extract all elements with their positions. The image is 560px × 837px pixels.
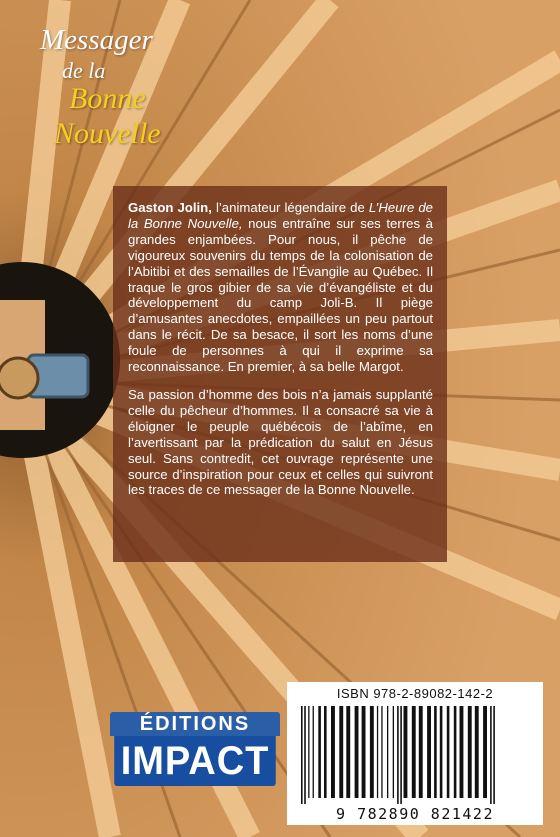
blurb-paragraph-2: Sa passion d’homme des bois n’a jamais supplanté celle du pêcheur d’hommes. Il a consacré sa vie à éloigner le peuple québécois de l’abîme, en l’avertissant par la prédication du salut en Jésus seul. Sans contredit, cet ouvrage représente une source d’inspiration pour ceux et celles qui suivront les traces de ce messager de la Bonne Nouvelle. [128,386,433,498]
barcode-bar [346,706,350,798]
barcode-bar [447,706,450,798]
barcode-bar [370,706,374,798]
barcode-bar [493,706,495,804]
barcode-bar [490,706,492,804]
publisher-name: IMPACT [114,736,276,786]
barcode-bars [295,706,535,804]
title-line-de-la: de la [62,58,106,83]
blurb-paragraph-1 [128,200,433,375]
barcode-bar [440,706,443,798]
show-title: L’Heure de la Bonne Nouvelle, [128,200,433,231]
barcode-bar [397,706,399,804]
barcode-bar [308,706,309,798]
barcode-bar [404,706,408,798]
barcode-bar [400,706,402,804]
barcode-digits: 9 782890 821422 [336,805,494,823]
publisher-logo [110,712,280,792]
title-line-bonne: Bonne [69,82,146,115]
barcode-bar [468,706,472,798]
title-line-messager: Messager [40,24,153,56]
barcode-bar [324,706,327,798]
barcode-bar [355,706,359,798]
blurb-panel [113,186,447,562]
barcode-bar [331,706,335,798]
barcode-bar [339,706,343,798]
blurb-text-a: l’animateur légendaire de [211,200,369,215]
barcode-bar [313,706,314,798]
barcode-bar [475,706,479,798]
barcode-bar [483,706,487,798]
barcode-bar [304,706,306,804]
barcode-bar [454,706,457,798]
barcode-bar [362,706,366,798]
barcode-bar [460,706,464,798]
barcode-bar [419,706,423,798]
author-name: Gaston Jolin, [128,200,212,215]
title-line-nouvelle: Nouvelle [54,117,161,150]
blurb-text-b: nous entraîne sur ses terres à grandes enjambées. Pour nous, il pêche de vigoureux souvenirs du temps de la colonisation de l’Abitibi et des semailles de l’Évangile au Québec. Il traque le gros gibier de sa vie d’évangéliste et du développement du camp Joli-B. Il piège d’amusantes anecdotes, empaillées un peu partout dans le récit. De sa besace, il sort les noms d’une foule de personnes à qui il exprime sa reconnaissance. En premier, à sa belle Margot. [128,215,433,375]
barcode-bar [427,706,431,798]
barcode-bar [318,706,321,798]
publisher-editions-label: ÉDITIONS [110,712,280,736]
barcode-bar [387,706,388,798]
barcode-bar [434,706,437,798]
barcode-bar [412,706,416,798]
barcode-bar [393,706,394,798]
barcode-bar [381,706,382,798]
barcode-panel [287,682,543,825]
isbn-text: ISBN 978-2-89082-142-2 [336,686,494,701]
barcode-bar [377,706,378,798]
barcode-bar [301,706,303,804]
